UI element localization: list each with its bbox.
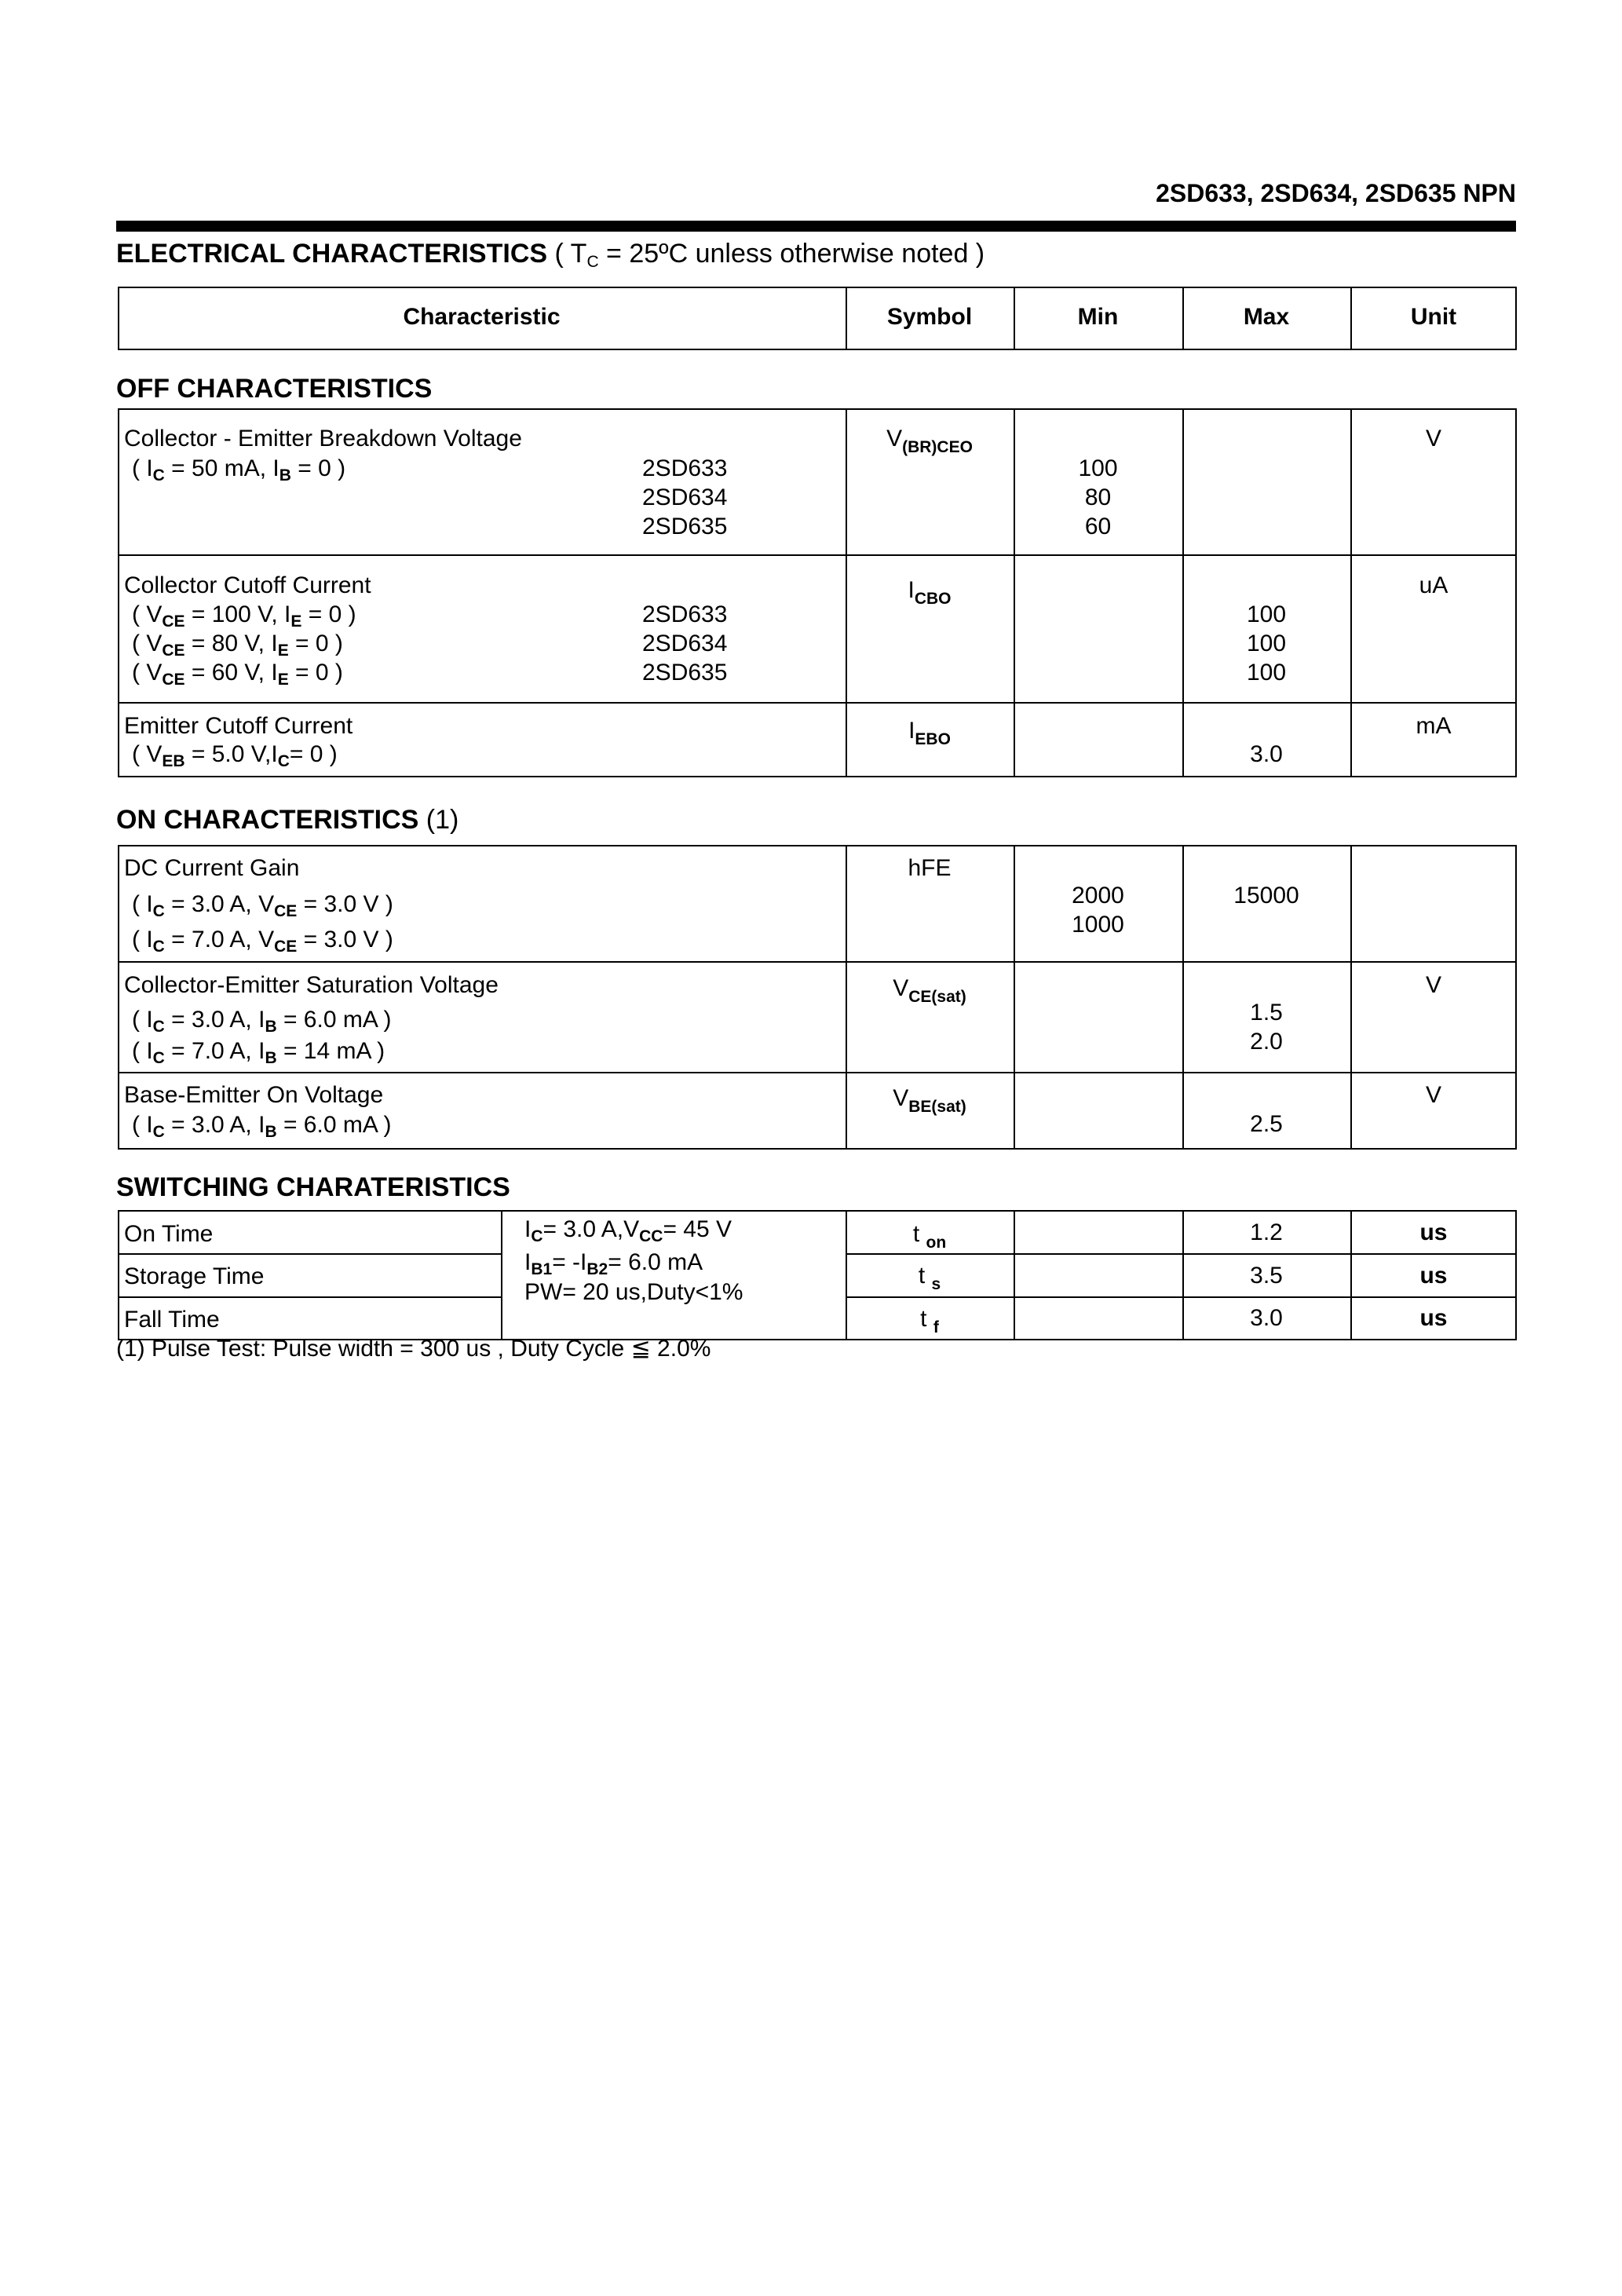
switching-max-3: 3.0: [1250, 1305, 1283, 1331]
switching-symbol-1: t $_{on}$: [912, 1221, 947, 1252]
switching-name-2: Storage Time: [124, 1263, 265, 1289]
title-cond-open: ( T: [554, 239, 587, 269]
icbo-part-3: 2SD635: [642, 660, 728, 686]
switching-symbol-2: t $_s$: [918, 1263, 941, 1293]
vcesat-max-1: 1.5: [1250, 1000, 1283, 1026]
bv-min-2: 80: [1084, 484, 1112, 510]
hfe-symbol: hFE: [908, 855, 952, 881]
icbo-name: Collector Cutoff Current: [124, 572, 371, 598]
vcesat-condition-2: ( $I_C = 7.0$ A, $I_B = 14$ mA ): [132, 1038, 385, 1067]
row-divider: [118, 554, 1517, 556]
hfe-min-2: 1000: [1072, 912, 1124, 938]
bv-symbol: $V_{(BR)CEO}$: [886, 426, 973, 456]
vbeon-name: Base-Emitter On Voltage: [124, 1082, 384, 1108]
vbeon-unit: V: [1425, 1082, 1441, 1108]
divider: [1014, 1210, 1015, 1340]
vcesat-max-2: 2.0: [1250, 1029, 1283, 1055]
bv-part-1: 2SD633: [642, 455, 728, 481]
row-divider: [118, 1296, 502, 1298]
switching-characteristics-title: SWITCHING CHARATERISTICS: [116, 1172, 510, 1202]
header-rule: [116, 221, 1516, 232]
bv-name: Collector - Emitter Breakdown Voltage: [124, 426, 522, 452]
icbo-max-3: 100: [1246, 660, 1287, 686]
bv-part-3: 2SD635: [642, 514, 728, 539]
switching-symbol-3: t $_f$: [920, 1306, 939, 1336]
vcesat-symbol: $V_{CE(sat)}$: [893, 975, 966, 1006]
bv-part-2: 2SD634: [642, 484, 728, 510]
iebo-name: Emitter Cutoff Current: [124, 713, 353, 739]
title-cond-rest: = 25ºC unless otherwise noted ): [598, 239, 985, 269]
iebo-max: 3.0: [1250, 741, 1283, 767]
title-cond-sub: C: [586, 253, 599, 271]
iebo-unit: mA: [1416, 713, 1452, 739]
switching-condition-1: $I_C= 3.0$ $A,V_{CC}= 45$ V: [524, 1216, 732, 1245]
switching-condition-3: PW= 20 us,Duty<1%: [524, 1279, 743, 1305]
header-max: Max: [1243, 304, 1290, 330]
on-characteristics-title: ON CHARACTERISTICS (1): [116, 805, 459, 835]
icbo-symbol: $I_{CBO}$: [908, 577, 952, 608]
switching-unit-2: us: [1419, 1263, 1448, 1289]
header-characteristic: Characteristic: [403, 304, 561, 330]
vcesat-name: Collector-Emitter Saturation Voltage: [124, 972, 499, 998]
vbeon-max: 2.5: [1250, 1111, 1283, 1137]
vcesat-unit: V: [1425, 972, 1441, 998]
hfe-min-1: 2000: [1072, 883, 1124, 909]
switching-condition-2: $I_{B1}= -I_{B2}= 6.0$ mA: [524, 1249, 703, 1278]
bv-min-1: 100: [1078, 455, 1118, 481]
hfe-max: 15000: [1233, 883, 1299, 909]
switching-name-1: On Time: [124, 1221, 214, 1247]
row-divider: [118, 1072, 1517, 1073]
hfe-condition-2: ( $I_C = 7.0$ A, $V_{CE} = 3.0$ V ): [132, 927, 393, 956]
part-number-header: 2SD633, 2SD634, 2SD635 NPN: [1156, 179, 1516, 207]
header-min: Min: [1077, 304, 1119, 330]
icbo-max-2: 100: [1246, 631, 1287, 656]
hfe-condition-1: ( $I_C = 3.0$ A, $V_{CE} = 3.0$ V ): [132, 891, 393, 920]
switching-name-3: Fall Time: [124, 1307, 220, 1333]
bv-unit: V: [1425, 426, 1441, 452]
icbo-part-1: 2SD633: [642, 601, 728, 627]
bv-condition: ( $I_C = 50$ mA, $I_B = 0$ ): [132, 455, 346, 484]
icbo-condition-3: ( $V_{CE} = 60$ V, $I_E = 0$ ): [132, 660, 343, 689]
row-divider: [118, 961, 1517, 963]
hfe-name: DC Current Gain: [124, 855, 300, 881]
iebo-symbol: $I_{EBO}$: [908, 718, 951, 748]
vbeon-condition: ( $I_C = 3.0$ A, $I_B = 6.0$ mA ): [132, 1112, 392, 1141]
iebo-condition: ( $V_{EB} = 5.0$ $V,I_C= 0$ ): [132, 741, 338, 770]
bv-min-3: 60: [1084, 514, 1112, 539]
vcesat-condition-1: ( $I_C = 3.0$ A, $I_B = 6.0$ mA ): [132, 1007, 392, 1036]
electrical-characteristics-title: [116, 239, 985, 269]
icbo-condition-1: ( $V_{CE} = 100$ V, $I_E = 0$ ): [132, 601, 356, 631]
off-characteristics-title: OFF CHARACTERISTICS: [116, 374, 433, 404]
icbo-max-1: 100: [1246, 601, 1287, 627]
divider: [1182, 408, 1184, 777]
vbeon-symbol: $V_{BE(sat)}$: [893, 1085, 966, 1116]
icbo-part-2: 2SD634: [642, 631, 728, 656]
title-main: ELECTRICAL CHARACTERISTICS: [116, 239, 548, 269]
row-divider: [118, 1253, 502, 1255]
icbo-condition-2: ( $V_{CE} = 80$ V, $I_E = 0$ ): [132, 631, 343, 660]
row-divider: [118, 702, 1517, 704]
footnote: (1) Pulse Test: Pulse width = 300 us , Duty Cycle ≦ 2.0%: [116, 1336, 711, 1362]
switching-unit-1: us: [1419, 1219, 1448, 1245]
row-divider: [846, 1253, 1517, 1255]
switching-max-2: 3.5: [1250, 1263, 1283, 1289]
row-divider: [846, 1296, 1517, 1298]
header-symbol: Symbol: [886, 304, 973, 330]
icbo-unit: uA: [1419, 572, 1448, 598]
divider: [501, 1210, 502, 1340]
header-unit: Unit: [1410, 304, 1457, 330]
switching-max-1: 1.2: [1250, 1219, 1283, 1245]
switching-unit-3: us: [1419, 1305, 1448, 1331]
